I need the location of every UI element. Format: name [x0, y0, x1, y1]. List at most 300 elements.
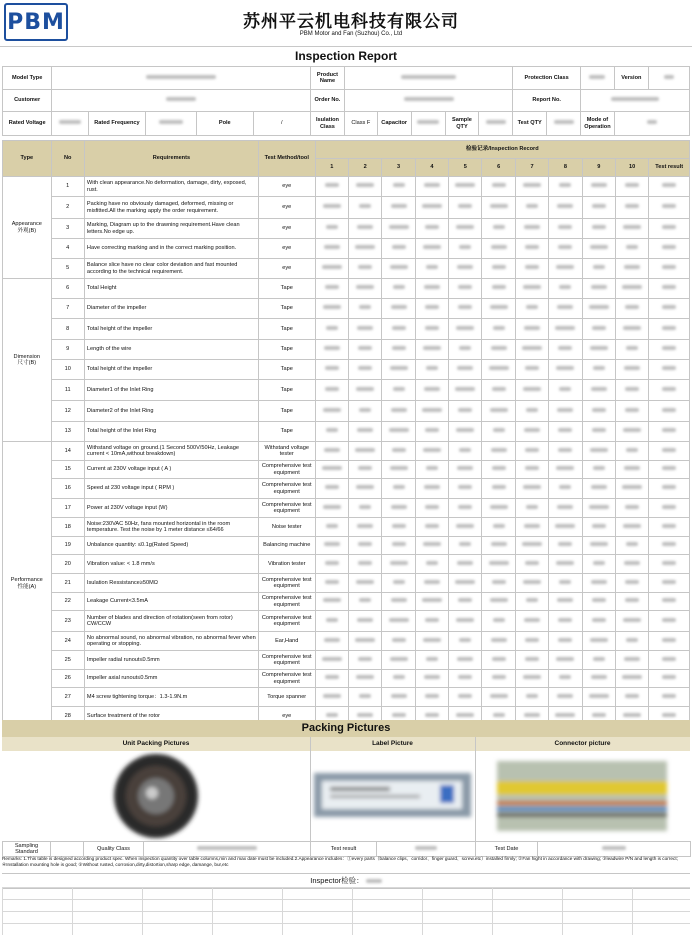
row-test-method: Tape	[258, 401, 315, 422]
row-requirement: M4 screw tightening torque：1.3-1.9N.m	[84, 688, 258, 707]
record-cell	[582, 479, 615, 499]
row-no: 26	[51, 670, 84, 688]
record-cell	[549, 360, 582, 380]
record-cell	[515, 380, 548, 401]
record-cell	[415, 518, 448, 537]
record-cell	[482, 555, 515, 574]
row-no: 28	[51, 707, 84, 726]
record-cell	[315, 574, 348, 593]
test-date-label: Test Date	[476, 842, 538, 857]
row-test-method: Tape	[258, 319, 315, 340]
row-requirement: Impeller axial runout≤0.5mm	[84, 670, 258, 688]
table-row	[3, 259, 690, 279]
record-cell	[415, 632, 448, 651]
packing-title: Packing Pictures	[2, 720, 690, 737]
row-requirement: With clean appearance.No deformation, damage, dirty, exposed, rust.	[84, 177, 258, 197]
row-no: 25	[51, 651, 84, 670]
protection-class-label: Protection Class	[513, 67, 581, 90]
result-cell	[649, 422, 690, 442]
table-row	[3, 651, 690, 670]
record-cell	[415, 461, 448, 479]
record-cell	[382, 479, 415, 499]
row-no: 10	[51, 360, 84, 380]
col-type-header: Type	[3, 141, 52, 177]
record-cell	[449, 632, 482, 651]
row-test-method: Balancing machine	[258, 537, 315, 555]
pbm-logo: PBM	[4, 3, 68, 41]
result-cell	[649, 461, 690, 479]
record-cell	[482, 499, 515, 518]
record-cell	[482, 380, 515, 401]
row-no: 19	[51, 537, 84, 555]
record-cell	[449, 279, 482, 299]
unit-packing-label: Unit Packing Pictures	[2, 737, 311, 751]
record-cell	[482, 319, 515, 340]
record-cell	[615, 632, 648, 651]
record-cell	[449, 401, 482, 422]
test-result-value	[377, 842, 476, 857]
record-cell	[348, 537, 381, 555]
insulation-class-value: Class F	[344, 112, 377, 136]
record-cell	[549, 442, 582, 461]
row-requirement: Unbalance quantity: ≤0.1g(Rated Speed)	[84, 537, 258, 555]
record-cell	[415, 688, 448, 707]
report-title: Inspection Report	[294, 49, 397, 63]
record-cell	[449, 688, 482, 707]
record-cell	[549, 537, 582, 555]
version-value	[648, 67, 689, 90]
record-cell	[549, 670, 582, 688]
record-col-2: 2	[348, 159, 381, 177]
record-cell	[615, 688, 648, 707]
table-row	[3, 239, 690, 259]
record-cell	[615, 319, 648, 340]
col-no-header: No	[51, 141, 84, 177]
record-cell	[615, 651, 648, 670]
record-cell	[415, 499, 448, 518]
table-row	[3, 518, 690, 537]
connector-photo-cell	[475, 751, 690, 841]
col-method-header: Test Method/tool	[258, 141, 315, 177]
record-cell	[482, 197, 515, 219]
record-cell	[515, 442, 548, 461]
record-cell	[549, 611, 582, 632]
row-test-method: eye	[258, 177, 315, 197]
record-cell	[582, 593, 615, 611]
record-col-3: 3	[382, 159, 415, 177]
record-cell	[582, 442, 615, 461]
order-no-label: Order No.	[311, 90, 345, 112]
record-cell	[382, 380, 415, 401]
record-cell	[549, 219, 582, 239]
result-cell	[649, 537, 690, 555]
row-test-method: eye	[258, 197, 315, 219]
row-test-method: Tape	[258, 279, 315, 299]
row-test-method: Ear,Hand	[258, 632, 315, 651]
record-cell	[415, 177, 448, 197]
table-row	[3, 670, 690, 688]
result-cell	[649, 499, 690, 518]
record-cell	[582, 611, 615, 632]
record-cell	[382, 461, 415, 479]
result-cell	[649, 319, 690, 340]
record-cell	[348, 319, 381, 340]
row-no: 16	[51, 479, 84, 499]
unit-packing-photo-cell	[2, 751, 311, 841]
record-cell	[315, 340, 348, 360]
record-cell	[449, 518, 482, 537]
record-cell	[449, 555, 482, 574]
record-cell	[615, 279, 648, 299]
result-cell	[649, 197, 690, 219]
mode-of-operation-value	[614, 112, 689, 136]
record-cell	[449, 479, 482, 499]
rated-frequency-value	[145, 112, 196, 136]
record-cell	[449, 259, 482, 279]
record-cell	[482, 593, 515, 611]
capacitor-label: Capacitor	[377, 112, 411, 136]
quality-class-label: Quality Class	[84, 842, 144, 857]
record-cell	[582, 340, 615, 360]
row-test-method: eye	[258, 707, 315, 726]
record-cell	[615, 380, 648, 401]
record-cell	[582, 177, 615, 197]
record-cell	[415, 422, 448, 442]
record-cell	[549, 319, 582, 340]
record-cell	[415, 401, 448, 422]
record-cell	[549, 259, 582, 279]
record-cell	[582, 197, 615, 219]
customer-label: Customer	[3, 90, 52, 112]
record-cell	[415, 360, 448, 380]
table-row	[3, 461, 690, 479]
record-cell	[615, 499, 648, 518]
record-cell	[515, 611, 548, 632]
insulation-class-label: Isulation Class	[311, 112, 345, 136]
record-cell	[382, 299, 415, 319]
record-cell	[582, 380, 615, 401]
record-cell	[549, 197, 582, 219]
record-cell	[515, 499, 548, 518]
record-cell	[515, 340, 548, 360]
inspection-record-header: 检验记录/Inspection Record	[315, 141, 689, 159]
record-cell	[415, 239, 448, 259]
row-no: 6	[51, 279, 84, 299]
record-cell	[515, 219, 548, 239]
table-row	[3, 177, 690, 197]
record-cell	[348, 380, 381, 401]
record-cell	[582, 555, 615, 574]
row-requirement: Total Height	[84, 279, 258, 299]
record-cell	[315, 688, 348, 707]
table-row	[3, 611, 690, 632]
row-requirement: Vibration value: < 1.8 mm/s	[84, 555, 258, 574]
record-cell	[482, 442, 515, 461]
record-cell	[549, 555, 582, 574]
record-cell	[415, 574, 448, 593]
result-cell	[649, 670, 690, 688]
table-row	[3, 555, 690, 574]
record-cell	[515, 688, 548, 707]
record-cell	[515, 593, 548, 611]
table-row	[3, 574, 690, 593]
record-cell	[615, 442, 648, 461]
row-requirement: Noise:230VAC 50Hz, fans mounted horizontal in the room temperature. Test the noise by 1 meter distance ≤64/66	[84, 518, 258, 537]
row-test-method: Noise tester	[258, 518, 315, 537]
record-cell	[449, 611, 482, 632]
record-cell	[615, 593, 648, 611]
row-no: 13	[51, 422, 84, 442]
record-cell	[348, 239, 381, 259]
record-cell	[315, 537, 348, 555]
record-cell	[449, 360, 482, 380]
row-test-method: Tape	[258, 340, 315, 360]
fan-unit-photo	[2, 751, 310, 841]
table-row	[3, 593, 690, 611]
record-col-8: 8	[549, 159, 582, 177]
record-cell	[315, 632, 348, 651]
record-cell	[615, 537, 648, 555]
record-cell	[482, 574, 515, 593]
table-row	[3, 442, 690, 461]
row-requirement: Withstand voltage on ground.(1 Second 500V/50Hz, Leakage current < 10mA,without breakdown)	[84, 442, 258, 461]
record-cell	[549, 239, 582, 259]
inspection-table	[2, 140, 690, 726]
packing-pictures	[2, 751, 690, 842]
record-cell	[382, 442, 415, 461]
record-cell	[615, 574, 648, 593]
record-cell	[549, 518, 582, 537]
record-cell	[415, 219, 448, 239]
record-cell	[382, 239, 415, 259]
packing-headers	[2, 737, 690, 751]
record-cell	[449, 340, 482, 360]
row-no: 27	[51, 688, 84, 707]
row-requirement: Total height of the impeller	[84, 319, 258, 340]
record-cell	[382, 537, 415, 555]
record-cell	[382, 499, 415, 518]
result-cell	[649, 555, 690, 574]
table-row	[3, 380, 690, 401]
record-cell	[415, 380, 448, 401]
row-no: 24	[51, 632, 84, 651]
record-cell	[348, 479, 381, 499]
version-label: Version	[614, 67, 648, 90]
record-cell	[348, 611, 381, 632]
table-row	[3, 537, 690, 555]
record-cell	[582, 670, 615, 688]
record-cell	[382, 319, 415, 340]
record-cell	[582, 239, 615, 259]
row-test-method: Comprehensive test equipment	[258, 499, 315, 518]
result-cell	[649, 279, 690, 299]
record-cell	[549, 651, 582, 670]
record-cell	[549, 422, 582, 442]
record-cell	[482, 401, 515, 422]
record-cell	[315, 319, 348, 340]
pole-label: Pole	[197, 112, 253, 136]
row-test-method: Torque spanner	[258, 688, 315, 707]
row-requirement: Isulation Ressistance≥50MΩ	[84, 574, 258, 593]
row-requirement: Diameter of the impeller	[84, 299, 258, 319]
row-test-method: Withstand voltage tester	[258, 442, 315, 461]
model-type-value	[52, 67, 311, 90]
record-cell	[449, 299, 482, 319]
record-cell	[582, 319, 615, 340]
record-cell	[449, 239, 482, 259]
record-cell	[348, 518, 381, 537]
record-cell	[615, 219, 648, 239]
record-cell	[582, 259, 615, 279]
record-cell	[382, 340, 415, 360]
record-cell	[549, 299, 582, 319]
record-cell	[482, 219, 515, 239]
record-cell	[315, 279, 348, 299]
result-cell	[649, 401, 690, 422]
row-no: 23	[51, 611, 84, 632]
label-picture-label: Label Picture	[310, 737, 476, 751]
row-test-method: Tape	[258, 380, 315, 401]
result-cell	[649, 611, 690, 632]
record-cell	[482, 461, 515, 479]
record-cell	[315, 239, 348, 259]
record-cell	[315, 611, 348, 632]
record-cell	[382, 401, 415, 422]
record-cell	[415, 197, 448, 219]
row-no: 18	[51, 518, 84, 537]
record-cell	[615, 239, 648, 259]
order-no-value	[344, 90, 512, 112]
record-cell	[315, 401, 348, 422]
record-col-4: 4	[415, 159, 448, 177]
record-cell	[615, 259, 648, 279]
record-cell	[515, 299, 548, 319]
table-row	[3, 299, 690, 319]
table-row	[3, 360, 690, 380]
record-cell	[315, 651, 348, 670]
record-cell	[348, 340, 381, 360]
record-cell	[415, 670, 448, 688]
inspector-signature	[366, 879, 382, 883]
row-no: 12	[51, 401, 84, 422]
row-test-method: eye	[258, 259, 315, 279]
test-qty-value	[547, 112, 581, 136]
record-cell	[515, 319, 548, 340]
record-cell	[315, 479, 348, 499]
row-no: 21	[51, 574, 84, 593]
record-cell	[482, 177, 515, 197]
record-cell	[348, 422, 381, 442]
row-requirement: Total height of the impeller	[84, 360, 258, 380]
record-cell	[482, 299, 515, 319]
table-row	[3, 197, 690, 219]
row-no: 4	[51, 239, 84, 259]
record-cell	[348, 442, 381, 461]
row-requirement: Impeller radial runout≤0.5mm	[84, 651, 258, 670]
row-test-method: Comprehensive test equipment	[258, 651, 315, 670]
record-cell	[482, 340, 515, 360]
model-type-label: Model Type	[3, 67, 52, 90]
record-cell	[615, 340, 648, 360]
record-cell	[515, 177, 548, 197]
record-cell	[348, 197, 381, 219]
record-cell	[348, 259, 381, 279]
row-no: 3	[51, 219, 84, 239]
record-cell	[348, 574, 381, 593]
company-name-cn: 苏州平云机电科技有限公司	[243, 12, 459, 31]
row-no: 5	[51, 259, 84, 279]
table-row	[3, 319, 690, 340]
record-col-7: 7	[515, 159, 548, 177]
row-requirement: Length of the wire	[84, 340, 258, 360]
record-col-6: 6	[482, 159, 515, 177]
row-no: 14	[51, 442, 84, 461]
record-cell	[348, 360, 381, 380]
record-cell	[482, 651, 515, 670]
row-test-method: Comprehensive test equipment	[258, 461, 315, 479]
record-cell	[415, 319, 448, 340]
row-test-method: Comprehensive test equipment	[258, 479, 315, 499]
quality-class-value	[144, 842, 311, 857]
record-cell	[549, 340, 582, 360]
record-cell	[515, 239, 548, 259]
record-cell	[582, 574, 615, 593]
result-cell	[649, 299, 690, 319]
record-col-5: 5	[449, 159, 482, 177]
row-no: 15	[51, 461, 84, 479]
result-cell	[649, 593, 690, 611]
row-requirement: Power at 230V voltage input (W)	[84, 499, 258, 518]
row-test-method: Comprehensive test equipment	[258, 611, 315, 632]
record-cell	[348, 299, 381, 319]
record-cell	[382, 219, 415, 239]
row-requirement: Diameter2 of the Inlet Ring	[84, 401, 258, 422]
test-result-header: Test result	[649, 159, 690, 177]
record-cell	[449, 651, 482, 670]
record-cell	[315, 670, 348, 688]
record-cell	[482, 279, 515, 299]
row-no: 2	[51, 197, 84, 219]
record-cell	[415, 279, 448, 299]
remarks-text: Remarks: 1.This table is designed according product spec. When inspection quantity over table columns,min and max date must be included.2.Appearance includes：①every parts（balance clips、corridor、finger guard、screw.etc）installed firmly; ②Fan hight in accordance with drawing; ③leadwire P/N and length is correct; ④Installation mounting hole is good; ⑤Without rusted, corrosion,dirty,distortion,sharp edge, damange, bur,etc	[2, 856, 678, 867]
sample-qty-value	[479, 112, 513, 136]
record-cell	[582, 299, 615, 319]
col-requirements-header: Requirements	[84, 141, 258, 177]
row-no: 9	[51, 340, 84, 360]
record-cell	[415, 555, 448, 574]
record-cell	[482, 670, 515, 688]
record-cell	[415, 593, 448, 611]
record-cell	[382, 360, 415, 380]
product-name-value	[344, 67, 512, 90]
customer-value	[52, 90, 311, 112]
record-cell	[515, 555, 548, 574]
record-cell	[549, 499, 582, 518]
row-requirement: Current at 230V voltage input ( A )	[84, 461, 258, 479]
rated-frequency-label: Rated Frequency	[89, 112, 145, 136]
result-cell	[649, 360, 690, 380]
record-cell	[449, 319, 482, 340]
product-name-label: Product Name	[311, 67, 345, 90]
record-cell	[482, 611, 515, 632]
record-cell	[515, 537, 548, 555]
label-photo	[310, 751, 475, 841]
sample-qty-label: Sample QTY	[445, 112, 479, 136]
test-qty-label: Test QTY	[513, 112, 547, 136]
record-cell	[482, 632, 515, 651]
pole-value: /	[253, 112, 311, 136]
record-cell	[615, 422, 648, 442]
